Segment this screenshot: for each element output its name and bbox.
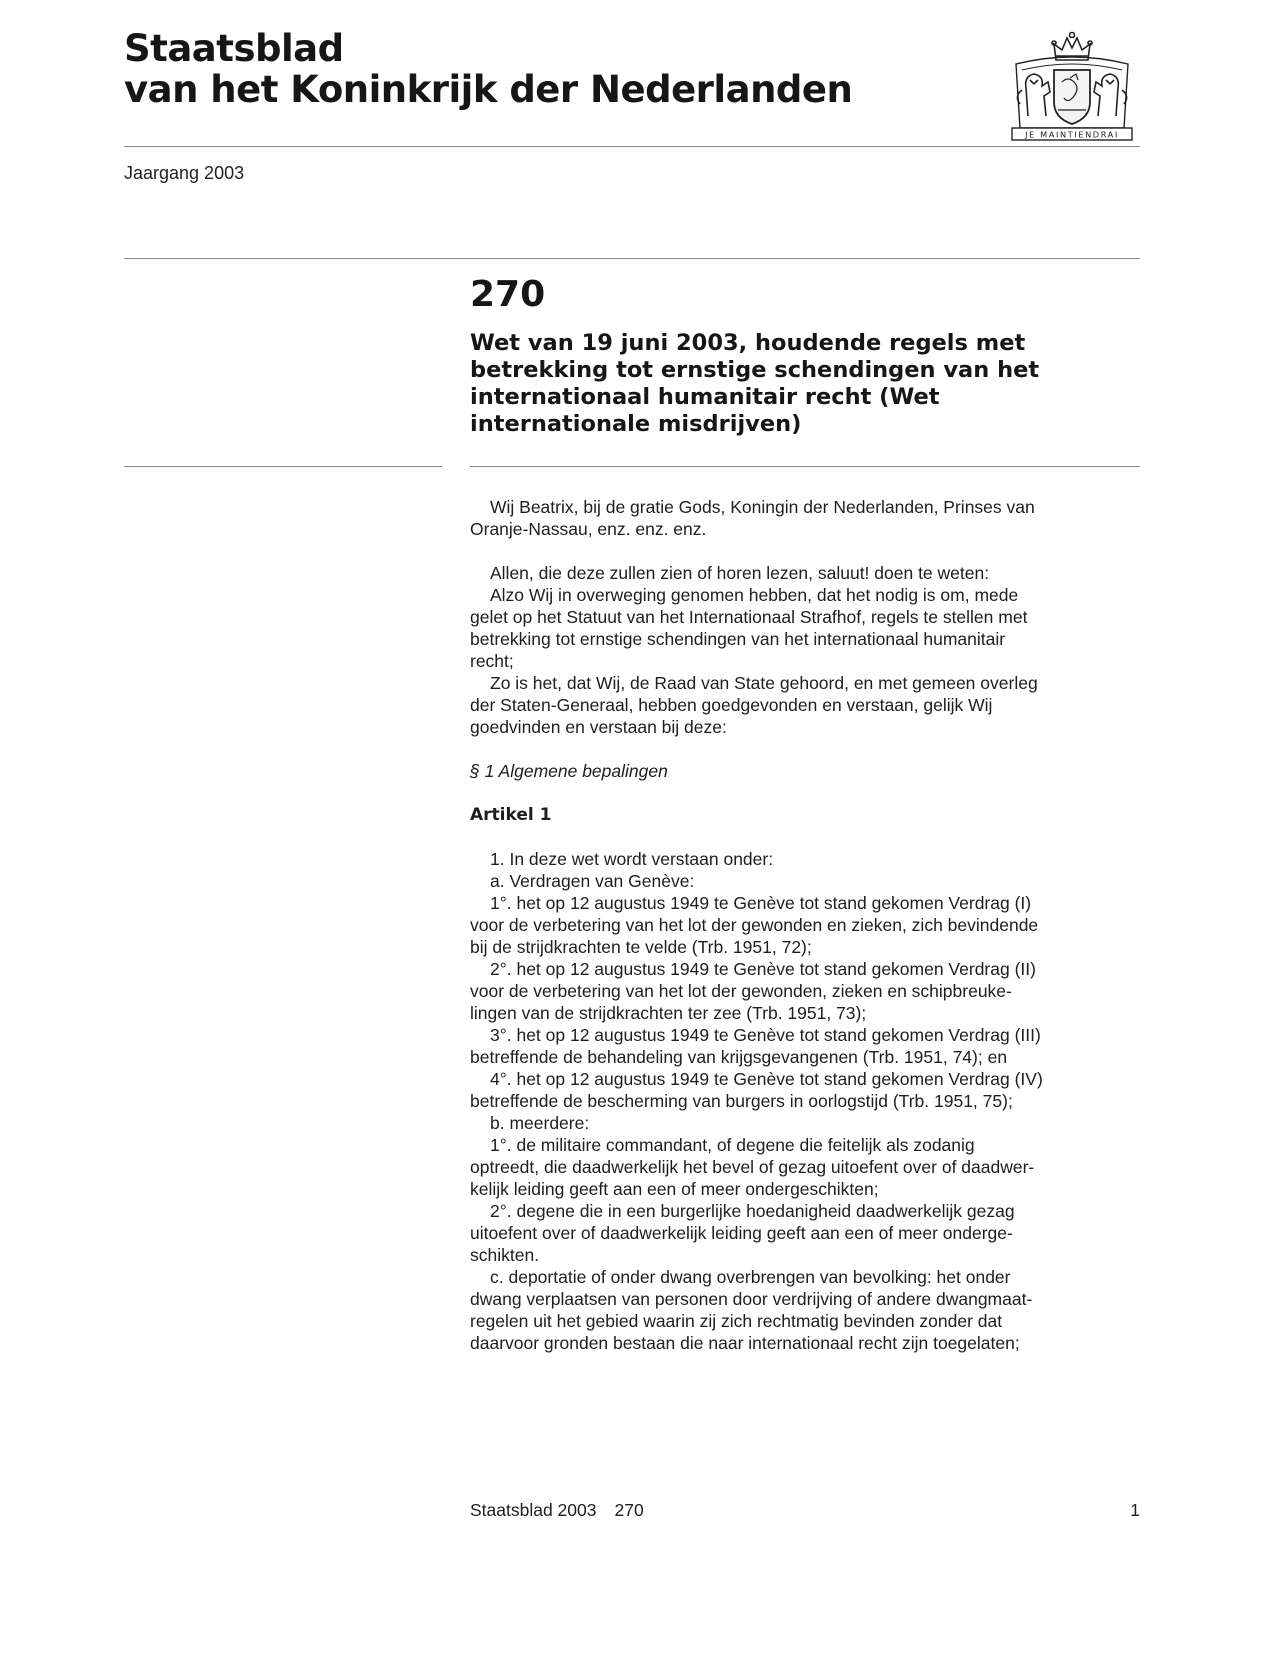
- text-line: voor de verbetering van het lot der gewonden, zieken en schipbreuke-: [470, 981, 1012, 1001]
- preamble-paragraph: [470, 672, 1150, 738]
- article-clause: [470, 1134, 1150, 1200]
- page-footer-reference: [470, 1500, 644, 1521]
- text-line: Wij Beatrix, bij de gratie Gods, Koningin der Nederlanden, Prinses van: [490, 497, 1035, 517]
- publication-masthead: [124, 28, 852, 110]
- article-clause: [470, 848, 1150, 870]
- article-heading: Artikel 1: [470, 805, 552, 825]
- volume-year: Jaargang 2003: [124, 163, 245, 183]
- text-line: bij de strijdkrachten te velde (Trb. 1951, 72);: [470, 937, 812, 957]
- article-clause: [470, 1266, 1150, 1354]
- text-line: 2°. het op 12 augustus 1949 te Genève tot stand gekomen Verdrag (II): [490, 959, 1036, 979]
- text-line: 3°. het op 12 augustus 1949 te Genève tot stand gekomen Verdrag (III): [490, 1025, 1041, 1045]
- text-line: optreedt, die daadwerkelijk het bevel of gezag uitoefent over of daadwer-: [470, 1157, 1035, 1177]
- masthead-line-2: van het Koninkrijk der Nederlanden: [124, 68, 853, 111]
- act-title-line: internationaal humanitair recht (Wet: [470, 384, 940, 410]
- preamble-paragraph: [470, 496, 1150, 540]
- title-divider-right: [470, 466, 1140, 467]
- text-line: c. deportatie of onder dwang overbrengen van bevolking: het onder: [490, 1267, 1011, 1287]
- text-line: dwang verplaatsen van personen door verdrijving of andere dwangmaat-: [470, 1289, 1033, 1309]
- text-line: daarvoor gronden bestaan die naar internationaal recht zijn toegelaten;: [470, 1333, 1020, 1353]
- masthead-line-1: Staatsblad: [124, 27, 344, 70]
- article-clause: [470, 1068, 1150, 1112]
- act-body: [470, 496, 1150, 1354]
- text-line: 4°. het op 12 augustus 1949 te Genève tot stand gekomen Verdrag (IV): [490, 1069, 1043, 1089]
- footer-publication: Staatsblad 2003: [470, 1500, 597, 1520]
- preamble-paragraph: [470, 584, 1150, 672]
- text-line: schikten.: [470, 1245, 540, 1265]
- royal-coat-of-arms-icon: [1004, 30, 1140, 142]
- text-line: kelijk leiding geeft aan een of meer ondergeschikten;: [470, 1179, 879, 1199]
- text-line: Zo is het, dat Wij, de Raad van State gehoord, en met gemeen overleg: [490, 673, 1038, 693]
- text-line: lingen van de strijdkrachten ter zee (Trb. 1951, 73);: [470, 1003, 867, 1023]
- text-line: goedvinden en verstaan bij deze:: [470, 717, 727, 737]
- act-number: 270: [470, 274, 546, 315]
- act-title-line: internationale misdrijven): [470, 411, 802, 437]
- preamble-paragraph: [470, 562, 1150, 584]
- text-line: betreffende de bescherming van burgers in oorlogstijd (Trb. 1951, 75);: [470, 1091, 1013, 1111]
- text-line: betrekking tot ernstige schendingen van het internationaal humanitair: [470, 629, 1006, 649]
- text-line: Alzo Wij in overweging genomen hebben, dat het nodig is om, mede: [490, 585, 1019, 605]
- act-title: [470, 330, 1130, 438]
- text-line: Allen, die deze zullen zien of horen lezen, saluut! doen te weten:: [490, 563, 990, 583]
- text-line: gelet op het Statuut van het Internationaal Strafhof, regels te stellen met: [470, 607, 1028, 627]
- title-divider-left: [124, 466, 442, 467]
- crest-motto: JE MAINTIENDRAI: [1025, 129, 1119, 140]
- article-clause: [470, 1024, 1150, 1068]
- article-clause: [470, 1112, 1150, 1134]
- section-heading: § 1 Algemene bepalingen: [470, 761, 668, 781]
- text-line: betreffende de behandeling van krijgsgevangenen (Trb. 1951, 74); en: [470, 1047, 1008, 1067]
- article-clause: [470, 958, 1150, 1024]
- page-number: 1: [1130, 1500, 1140, 1520]
- footer-act-number: 270: [614, 1500, 644, 1520]
- text-line: voor de verbetering van het lot der gewonden en zieken, zich bevindende: [470, 915, 1039, 935]
- text-line: b. meerdere:: [490, 1113, 590, 1133]
- text-line: a. Verdragen van Genève:: [490, 871, 695, 891]
- text-line: 1. In deze wet wordt verstaan onder:: [490, 849, 774, 869]
- section-divider-top: [124, 258, 1140, 259]
- article-clause: [470, 1200, 1150, 1266]
- act-title-line: Wet van 19 juni 2003, houdende regels met: [470, 330, 1026, 356]
- text-line: 1°. het op 12 augustus 1949 te Genève tot stand gekomen Verdrag (I): [490, 893, 1032, 913]
- text-line: 1°. de militaire commandant, of degene die feitelijk als zodanig: [490, 1135, 975, 1155]
- text-line: der Staten-Generaal, hebben goedgevonden en verstaan, gelijk Wij: [470, 695, 993, 715]
- text-line: recht;: [470, 651, 514, 671]
- text-line: 2°. degene die in een burgerlijke hoedanigheid daadwerkelijk gezag: [490, 1201, 1015, 1221]
- article-clause: [470, 870, 1150, 892]
- text-line: regelen uit het gebied waarin zij zich rechtmatig bevinden zonder dat: [470, 1311, 1003, 1331]
- masthead-divider: [124, 146, 1140, 147]
- act-title-line: betrekking tot ernstige schendingen van het: [470, 357, 1040, 383]
- text-line: Oranje-Nassau, enz. enz. enz.: [470, 519, 707, 539]
- article-clause: [470, 892, 1150, 958]
- text-line: uitoefent over of daadwerkelijk leiding geeft aan een of meer onderge-: [470, 1223, 1013, 1243]
